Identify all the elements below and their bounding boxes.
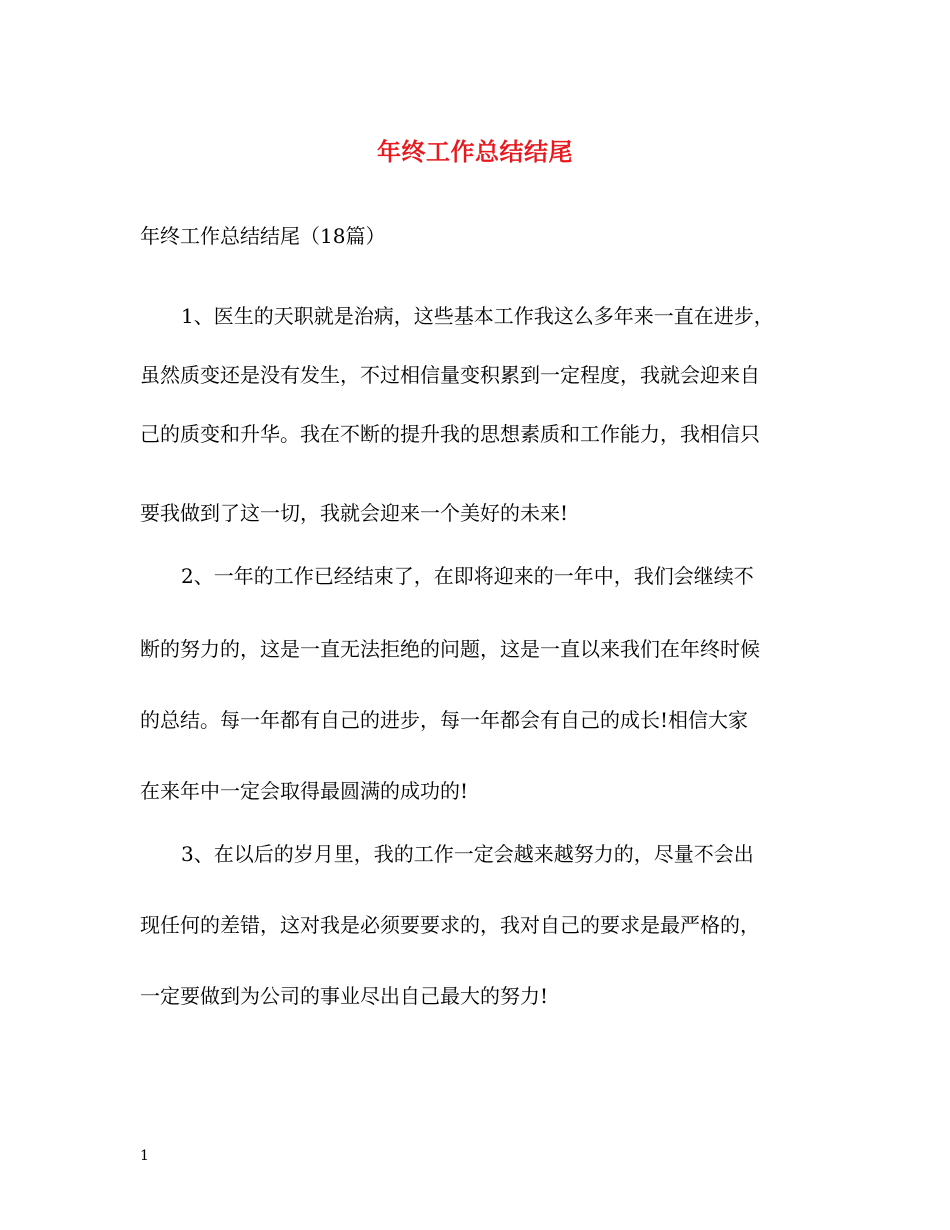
paragraph-2-line-2: 断的努力的，这是一直无法拒绝的问题，这是一直以来我们在年终时候: [140, 637, 760, 661]
paragraph-3-line-2: 现任何的差错，这对我是必须要要求的，我对自己的要求是最严格的，: [140, 913, 760, 937]
paragraph-1-line-2: 虽然质变还是没有发生，不过相信量变积累到一定程度，我就会迎来自: [140, 363, 760, 387]
page-number: 1: [140, 1148, 149, 1164]
paragraph-1-line-4: 要我做到了这一切，我就会迎来一个美好的未来!: [140, 501, 569, 525]
paragraph-3-line-1: 3、在以后的岁月里，我的工作一定会越来越努力的，尽量不会出: [181, 842, 754, 866]
paragraph-3-line-3: 一定要做到为公司的事业尽出自己最大的努力!: [140, 984, 549, 1008]
paragraph-2-line-4: 在来年中一定会取得最圆满的成功的!: [140, 779, 469, 803]
paragraph-1-line-3: 己的质变和升华。我在不断的提升我的思想素质和工作能力，我相信只: [140, 422, 760, 446]
paragraph-1-line-1: 1、医生的天职就是治病，这些基本工作我这么多年来一直在进步，: [181, 304, 774, 328]
paragraph-2-line-1: 2、一年的工作已经结束了，在即将迎来的一年中，我们会继续不: [181, 564, 754, 588]
document-subtitle: 年终工作总结结尾（18篇）: [140, 224, 386, 248]
paragraph-2-line-3: 的总结。每一年都有自己的进步，每一年都会有自己的成长!相信大家: [140, 708, 749, 732]
document-title: 年终工作总结结尾: [377, 137, 573, 166]
